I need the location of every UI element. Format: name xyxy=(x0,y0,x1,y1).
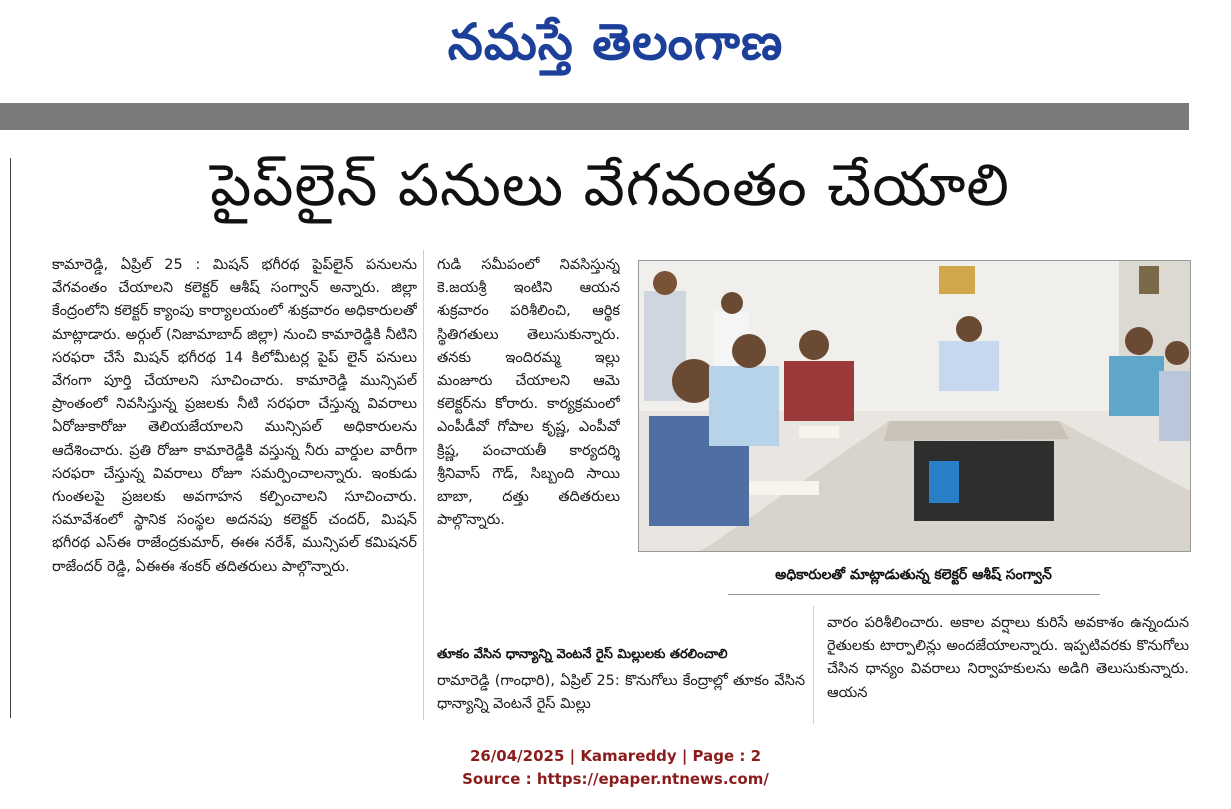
newspaper-title: నమస్తే తెలంగాణ xyxy=(447,13,784,71)
article-paragraph: గుడి సమీపంలో నివసిస్తున్న కె.జయశ్రీ ఇంటిని ఆయన శుక్రవారం పరిశీలించి, ఆర్థిక స్థితిగతులు తెలుసుకున్నారు. తనకు ఇందిరమ్మ ఇల్లు మంజూరు చేయాలని ఆమె కలెక్టర్‌ను కోరారు. కార్యక్రమంలో ఎంపీడీవో గోపాల కృష్ణ, ఎంపీవో క్రిష్ణ, పంచాయతీ కార్యదర్శి శ్రీనివాస్ గౌడ్, సిబ్బంది సాయి బాబా, దత్తు తదితరులు పాల్గొన్నారు. xyxy=(437,257,620,529)
photo-caption: అధికారులతో మాట్లాడుతున్న కలెక్టర్ ఆశీష్ సంగ్వాన్ xyxy=(775,567,1052,583)
masthead xyxy=(0,0,1231,88)
sub-headline: తూకం వేసిన ధాన్యాన్ని వెంటనే రైస్ మిల్లులకు తరలించాలి xyxy=(437,647,728,662)
header-bar xyxy=(0,103,1189,130)
article-paragraph: రామారెడ్డి (గాంధారి), ఏప్రిల్ 25: కొనుగోలు కేంద్రాల్లో తూకం వేసిన ధాన్యాన్ని వెంటనే రైస్ మిల్లు xyxy=(437,673,805,713)
article-paragraph: వారం పరిశీలించారు. అకాల వర్షాలు కురిసే అవకాశం ఉన్నందున రైతులకు టార్పాలిన్లు అందజేయాలన్నారు. ఇప్పటివరకు కొనుగోలు చేసిన ధాన్యం వివరాలు నిర్వాహకులను అడిగి తెలుసుకున్నారు. ఆయన xyxy=(827,615,1189,701)
footer-date-edition: 26/04/2025 | Kamareddy | Page : 2 xyxy=(469,747,762,765)
meeting-photo-image xyxy=(639,261,1190,551)
left-rule xyxy=(10,158,11,718)
news-photo xyxy=(638,260,1191,552)
article-paragraph: కామారెడ్డి, ఏప్రిల్ 25 : మిషన్ భగీరథ పైప్‌లైన్ పనులను వేగవంతం చేయాలని కలెక్టర్ ఆశీష్ సంగ్వాన్ అన్నారు. జిల్లా కేంద్రంలోని కలెక్టర్ క్యాంపు కార్యాలయంలో శుక్రవారం అధికారులతో మాట్లాడారు. అర్గుల్ (నిజామాబాద్ జిల్లా) నుంచి కామారెడ్డికి నీటిని సరఫరా చేసే మిషన్ భగీరథ 14 కిలోమీటర్ల పైప్ లైన్ పనులు వేగంగా పూర్తి చేయాలని సూచించారు. కామారెడ్డి మున్సిపల్ ప్రాంతంలో నివసిస్తున్న ప్రజలకు నీటి సరఫరా చేస్తున్న వివరాలు ఏరోజుకారోజు తెలియజేయాలని మున్సిపల్ అధికారులను ఆదేశించారు. ప్రతి రోజూ కామారెడ్డికి వస్తున్న నీరు వార్డుల వారీగా సరఫరా చేస్తున్న వివరాలు రోజూ సమర్పించాలన్నారు. ఇంకుడు గుంతలపై ప్రజలకు అవగాహన కల్పించాలని సూచించారు. సమావేశంలో స్థానిక సంస్థల అదనపు కలెక్టర్ చందర్, మిషన్ భగీరథ ఎస్ఈ రాజేంద్రకుమార్, ఈఈ నరేశ్, మున్సిపల్ కమిషనర్ రాజేందర్ రెడ్డి, ఏఈఈ శంకర్ తదితరులు పాల్గొన్నారు. xyxy=(52,257,417,575)
article-column-3 xyxy=(827,612,1189,725)
article-column-2b xyxy=(437,670,805,725)
column-divider xyxy=(423,250,424,720)
article-headline: పైప్‌లైన్ పనులు వేగవంతం చేయాలి xyxy=(210,151,1010,219)
footer-source: Source : https://epaper.ntnews.com/ xyxy=(462,770,769,788)
article-column-1 xyxy=(52,254,417,722)
caption-underline xyxy=(728,594,1100,595)
article-column-2 xyxy=(437,254,620,644)
column-divider xyxy=(813,606,814,724)
